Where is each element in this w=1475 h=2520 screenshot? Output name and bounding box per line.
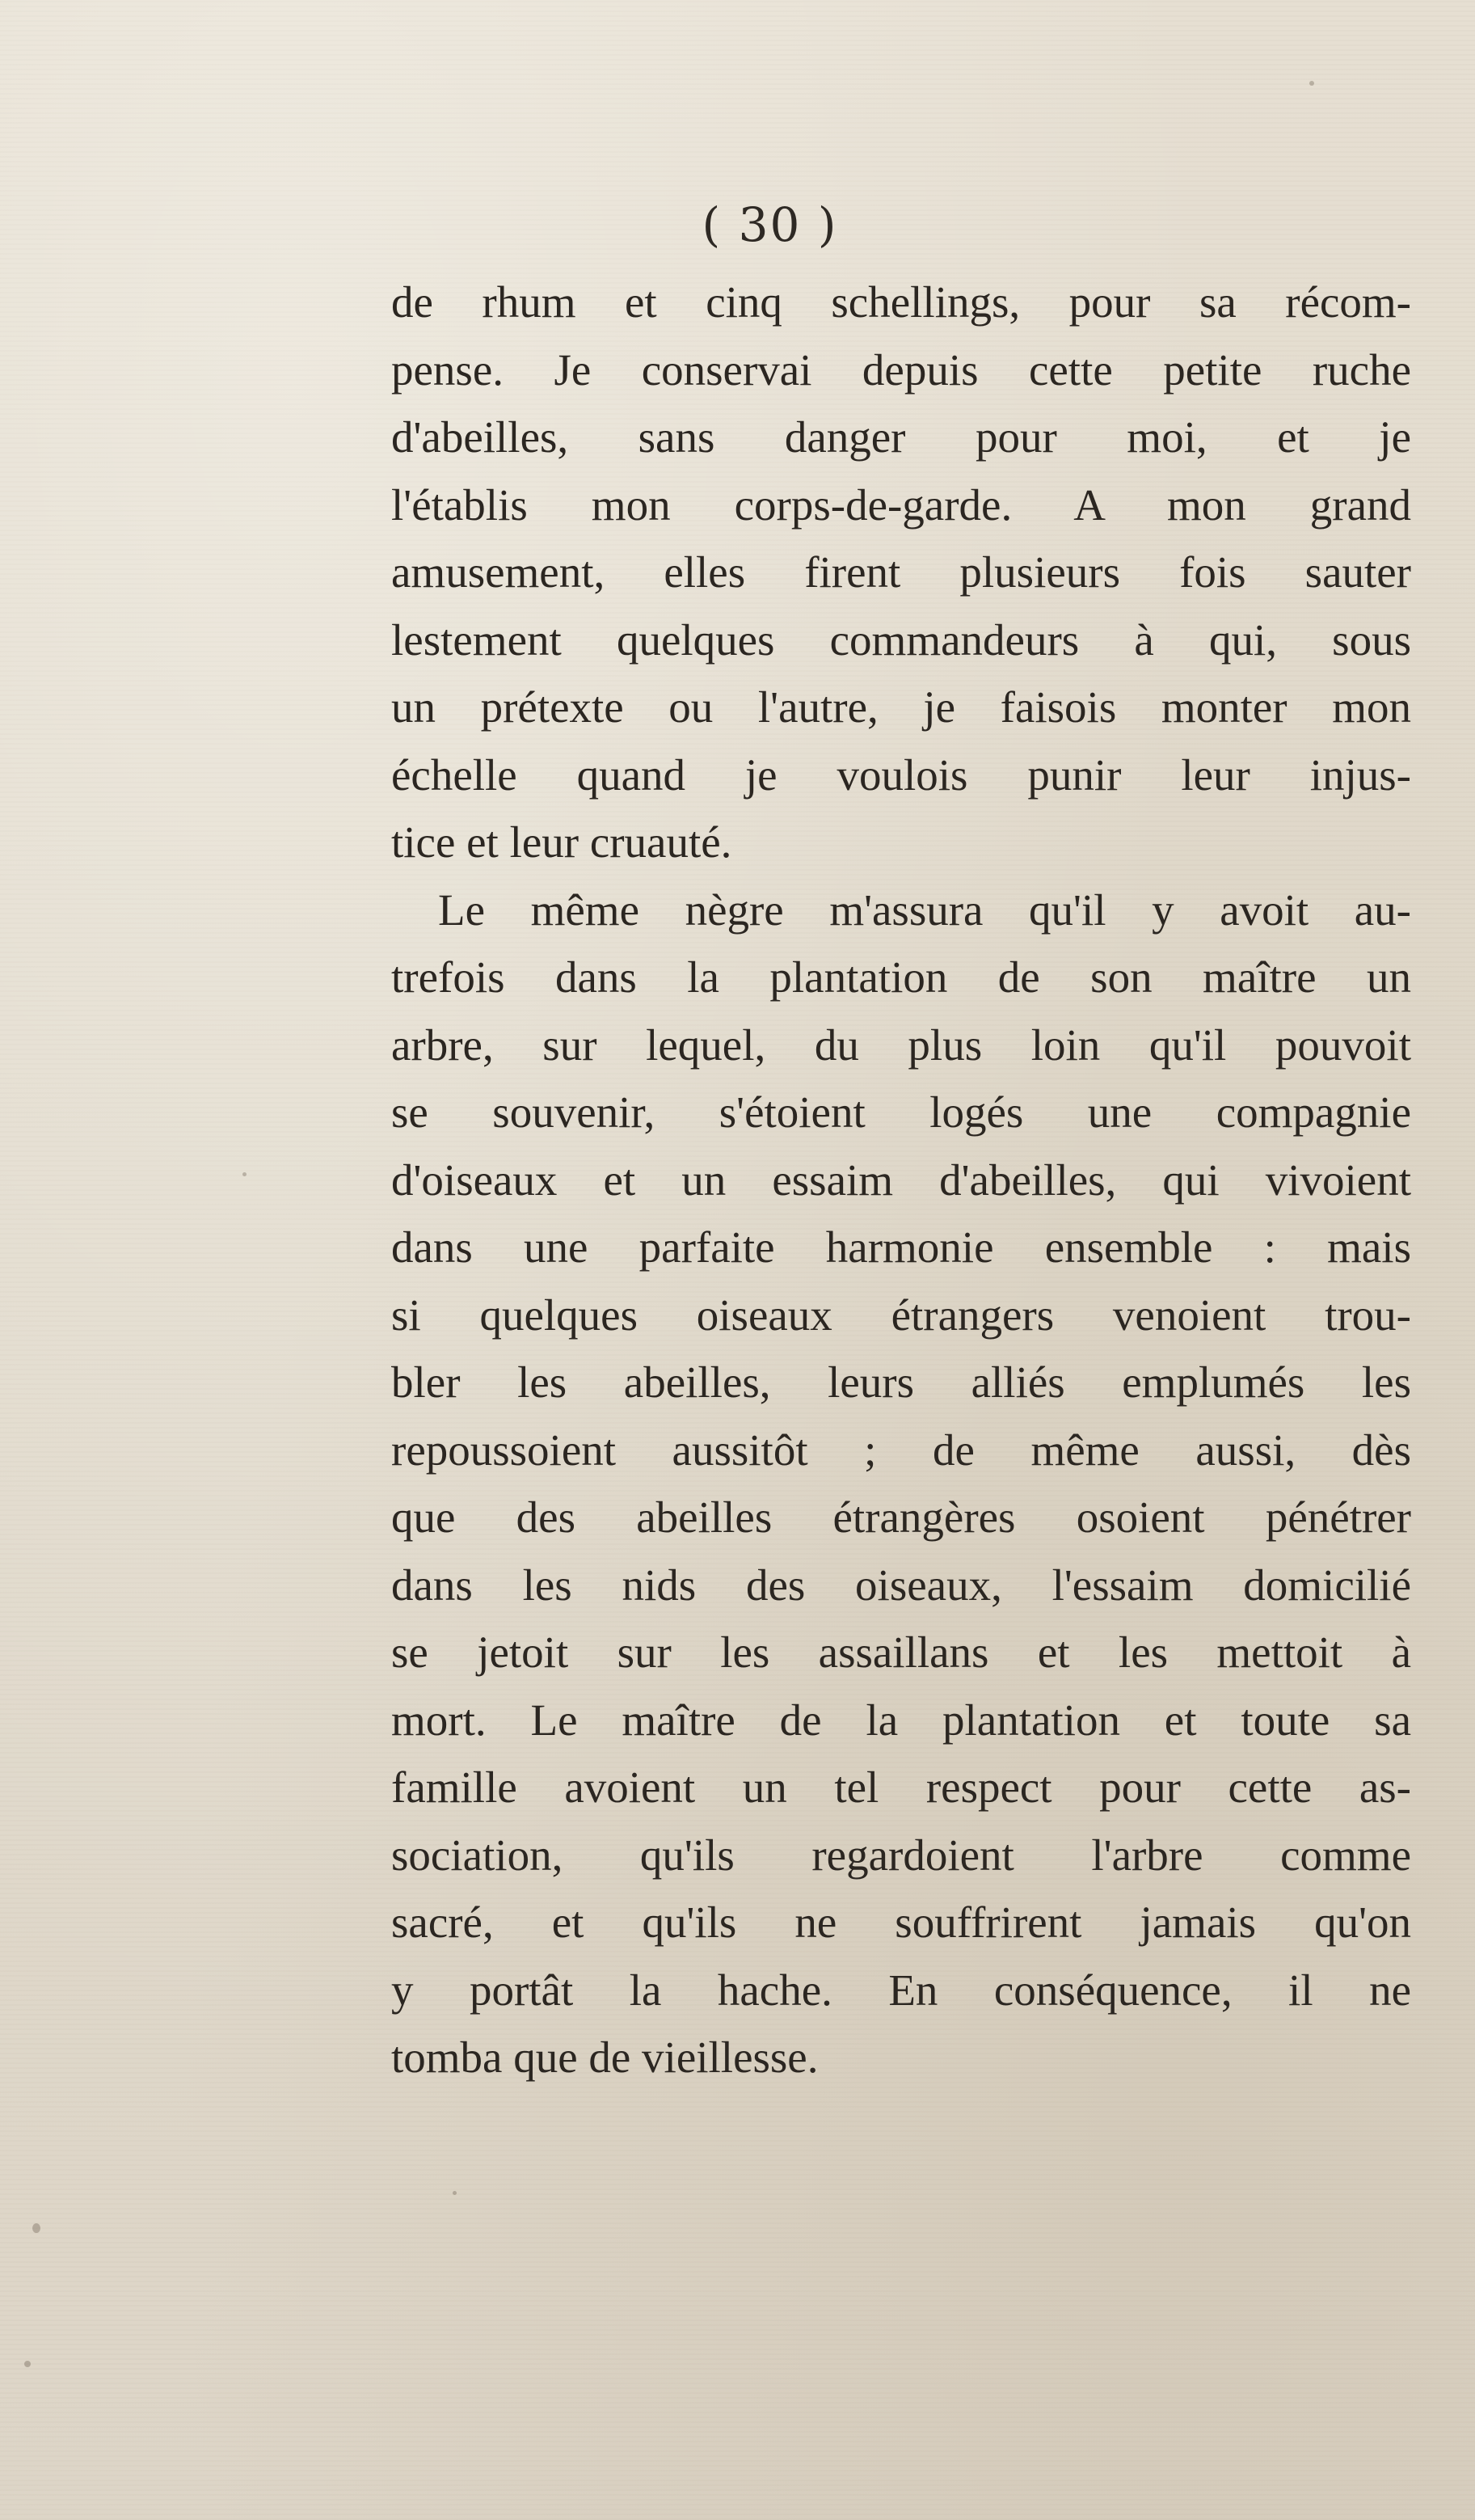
text-line: l'établis mon corps-de-garde. A mon grand bbox=[391, 479, 1411, 530]
text-line: y portât la hache. En conséquence, il ne bbox=[391, 1965, 1411, 2015]
page-number: ( 30 ) bbox=[702, 197, 838, 252]
paragraph-2 bbox=[391, 876, 1411, 2092]
text-line: pense. Je conservai depuis cette petite ruche bbox=[391, 344, 1411, 395]
text-line: d'oiseaux et un essaim d'abeilles, qui vivoient bbox=[391, 1154, 1411, 1205]
text-line: bler les abeilles, leurs alliés emplumés les bbox=[391, 1357, 1411, 1407]
text-line: lestement quelques commandeurs à qui, sous bbox=[391, 614, 1411, 665]
text-line: trefois dans la plantation de son maître un bbox=[391, 952, 1411, 1002]
text-line: amusement, elles firent plusieurs fois sauter bbox=[391, 547, 1411, 597]
text-line: sacré, et qu'ils ne souffrirent jamais qu'on bbox=[391, 1897, 1411, 1947]
text-line: tice et leur cruauté. bbox=[391, 817, 732, 867]
text-line: que des abeilles étrangères osoient pénétrer bbox=[391, 1492, 1411, 1542]
paper-speck bbox=[242, 1172, 247, 1176]
text-line: se souvenir, s'étoient logés une compagnie bbox=[391, 1087, 1411, 1137]
text-line: famille avoient un tel respect pour cette as- bbox=[391, 1762, 1411, 1812]
paragraph-1 bbox=[391, 268, 1411, 876]
text-line: si quelques oiseaux étrangers venoient trou- bbox=[391, 1290, 1411, 1340]
text-line: d'abeilles, sans danger pour moi, et je bbox=[391, 412, 1411, 462]
text-line: tomba que de vieillesse. bbox=[391, 2032, 819, 2082]
text-line: sociation, qu'ils regardoient l'arbre comme bbox=[391, 1830, 1411, 1880]
text-line: dans une parfaite harmonie ensemble : mais bbox=[391, 1222, 1411, 1272]
text-line: mort. Le maître de la plantation et toute sa bbox=[391, 1695, 1411, 1745]
text-line: échelle quand je voulois punir leur injus- bbox=[391, 749, 1411, 800]
text-line: dans les nids des oiseaux, l'essaim domicilié bbox=[391, 1560, 1411, 1610]
text-line: se jetoit sur les assaillans et les mettoit à bbox=[391, 1627, 1411, 1677]
body-text bbox=[391, 268, 1411, 2092]
text-line: de rhum et cinq schellings, pour sa récom- bbox=[391, 277, 1411, 327]
text-line: Le même nègre m'assura qu'il y avoit au- bbox=[438, 884, 1411, 935]
paper-speck bbox=[453, 2191, 457, 2195]
text-line: repoussoient aussitôt ; de même aussi, dès bbox=[391, 1425, 1411, 1475]
paper-speck bbox=[32, 2223, 40, 2233]
text-line: un prétexte ou l'autre, je faisois monter mon bbox=[391, 682, 1411, 732]
paper-speck bbox=[1309, 81, 1314, 86]
text-line: arbre, sur lequel, du plus loin qu'il pouvoit bbox=[391, 1019, 1411, 1070]
paper-speck bbox=[24, 2361, 31, 2367]
